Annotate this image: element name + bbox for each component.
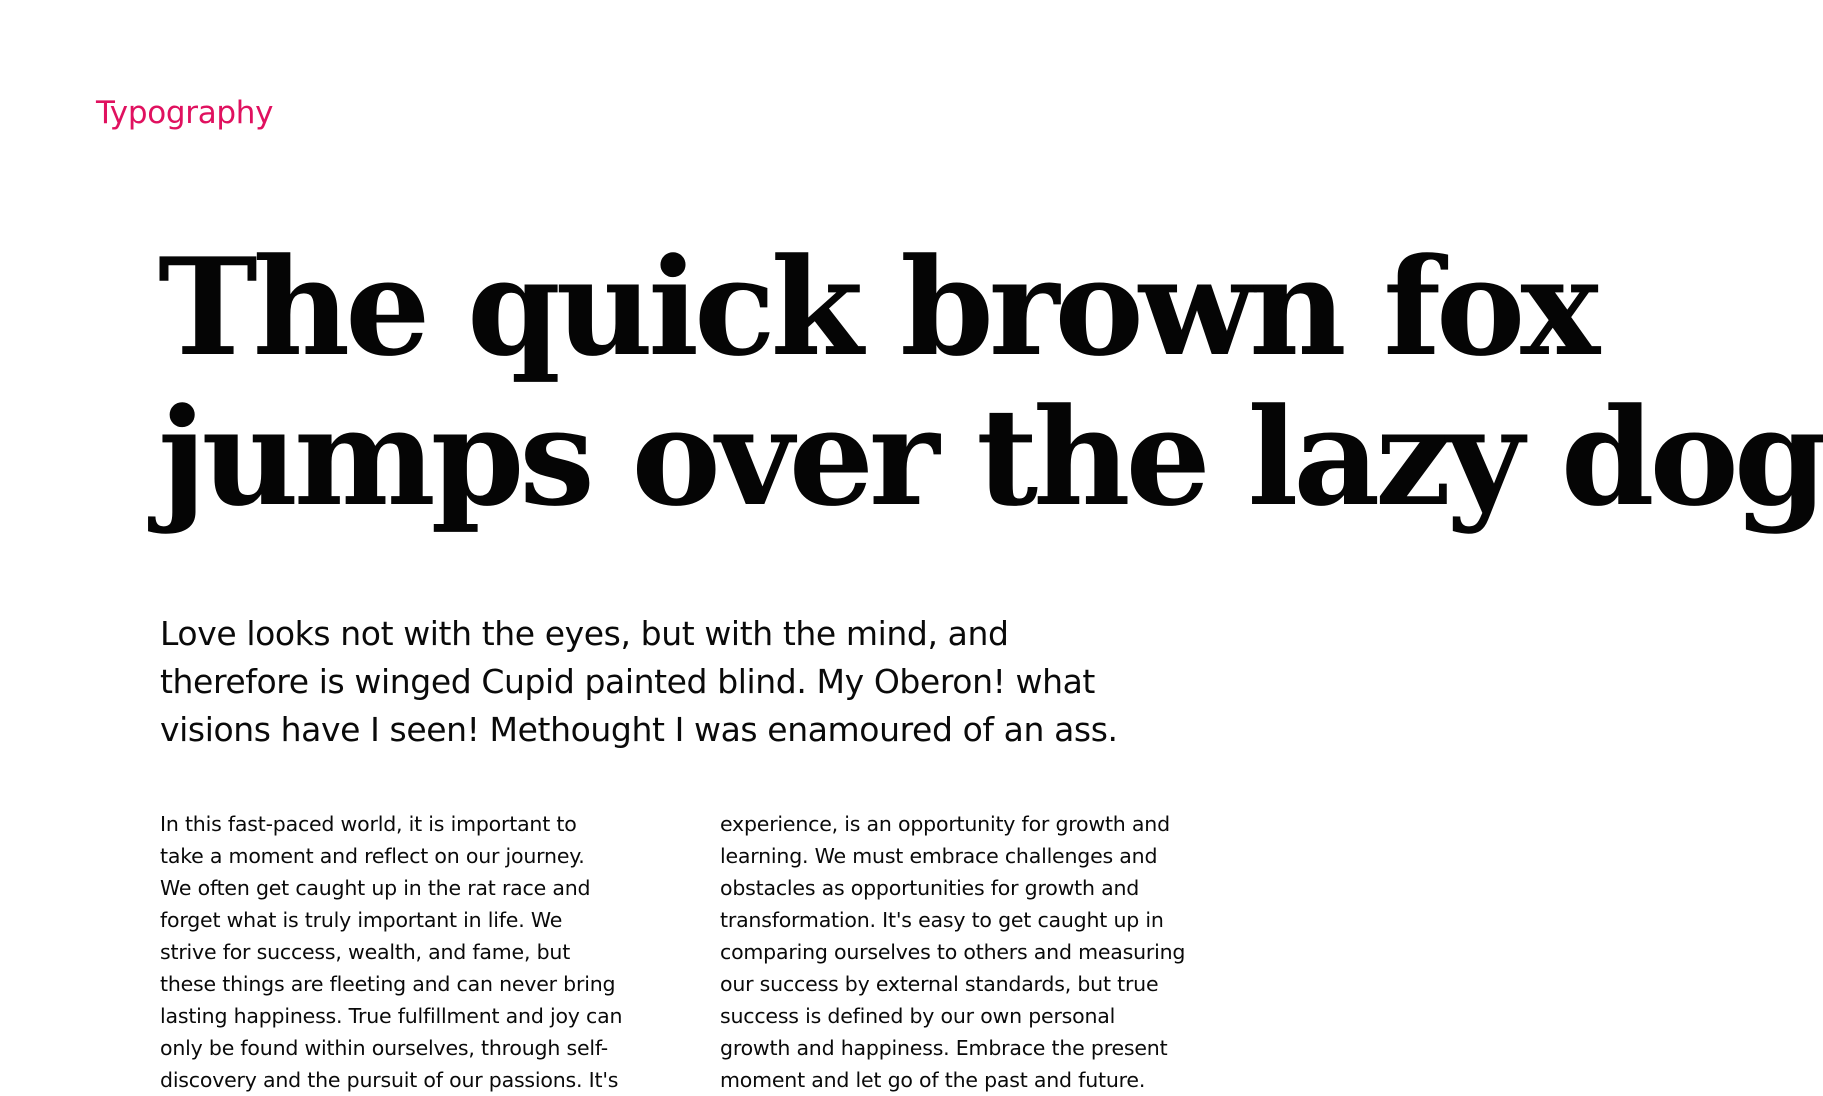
lead-line: therefore is winged Cupid painted blind. My Oberon! what [160, 662, 1095, 701]
body-line: We often get caught up in the rat race and [160, 876, 591, 900]
body-line: only be found within ourselves, through self- [160, 1036, 608, 1060]
body-line: In this fast-paced world, it is important to [160, 812, 577, 836]
lead-line: Love looks not with the eyes, but with the mind, and [160, 614, 1009, 653]
headline [158, 228, 1823, 536]
headline-line-2: jumps over the lazy dog [158, 378, 1823, 536]
body-line: learning. We must embrace challenges and [720, 844, 1158, 868]
body-line: transformation. It's easy to get caught up in [720, 908, 1164, 932]
body-line: take a moment and reflect on our journey. [160, 844, 585, 868]
section-label: Typography [96, 95, 274, 131]
body-line: success is defined by our own personal [720, 1004, 1116, 1028]
body-line: experience, is an opportunity for growth and [720, 812, 1170, 836]
body-line: comparing ourselves to others and measuring [720, 940, 1186, 964]
headline-line-1: The quick brown fox [158, 228, 1596, 386]
body-line: forget what is truly important in life. We [160, 908, 563, 932]
body-line: our success by external standards, but true [720, 972, 1159, 996]
body-line: moment and let go of the past and future. [720, 1068, 1146, 1092]
body-column-left [160, 808, 660, 1096]
body-line: these things are fleeting and can never bring [160, 972, 616, 996]
lead-paragraph [160, 610, 1260, 754]
lead-line: visions have I seen! Methought I was enamoured of an ass. [160, 710, 1118, 749]
body-line: obstacles as opportunities for growth and [720, 876, 1140, 900]
body-line: strive for success, wealth, and fame, but [160, 940, 571, 964]
body-line: growth and happiness. Embrace the present [720, 1036, 1168, 1060]
body-line: discovery and the pursuit of our passions. It's [160, 1068, 619, 1092]
body-line: lasting happiness. True fulfillment and joy can [160, 1004, 623, 1028]
body-column-right [720, 808, 1186, 1096]
